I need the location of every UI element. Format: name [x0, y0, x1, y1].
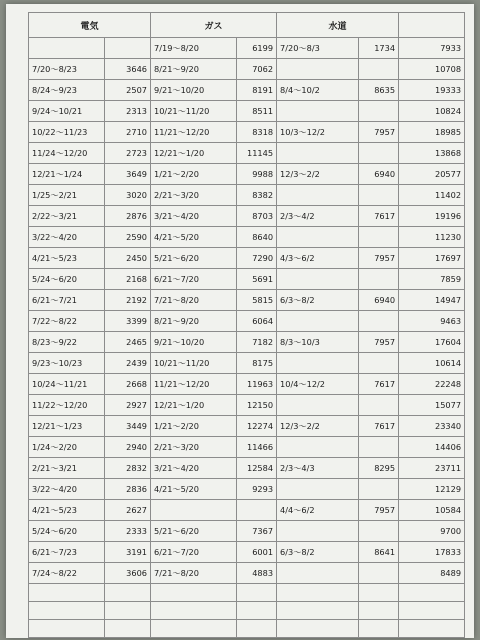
table-row	[29, 311, 465, 332]
empty-cell	[237, 638, 277, 639]
gas-period-cell: 6/21～7/20	[151, 542, 237, 563]
table-row	[29, 479, 465, 500]
water-amount-cell	[359, 185, 399, 206]
electricity-period-cell: 2/22～3/21	[29, 206, 105, 227]
gas-amount-cell: 5815	[237, 290, 277, 311]
table-body	[29, 38, 465, 639]
table-row	[29, 143, 465, 164]
gas-amount-cell: 5691	[237, 269, 277, 290]
empty-cell	[29, 584, 105, 602]
water-amount-cell	[359, 227, 399, 248]
water-period-cell: 7/20～8/3	[277, 38, 359, 59]
water-period-cell	[277, 563, 359, 584]
electricity-period-cell	[29, 38, 105, 59]
gas-period-cell: 2/21～3/20	[151, 185, 237, 206]
electricity-period-cell: 3/22～4/20	[29, 227, 105, 248]
electricity-period-cell: 11/22～12/20	[29, 395, 105, 416]
water-period-cell: 12/3～2/2	[277, 416, 359, 437]
water-amount-cell: 7957	[359, 248, 399, 269]
gas-amount-cell: 12274	[237, 416, 277, 437]
gas-period-cell: 7/21～8/20	[151, 563, 237, 584]
gas-period-cell: 3/21～4/20	[151, 206, 237, 227]
total-amount-cell: 14406	[399, 437, 465, 458]
empty-cell	[399, 602, 465, 620]
gas-period-cell: 9/21～10/20	[151, 332, 237, 353]
electricity-amount-cell: 2940	[105, 437, 151, 458]
gas-amount-cell: 7182	[237, 332, 277, 353]
gas-period-cell: 7/21～8/20	[151, 290, 237, 311]
gas-period-cell: 8/21～9/20	[151, 59, 237, 80]
empty-cell	[151, 602, 237, 620]
water-amount-cell	[359, 353, 399, 374]
empty-cell	[399, 620, 465, 638]
water-period-cell: 6/3～8/2	[277, 542, 359, 563]
water-amount-cell	[359, 101, 399, 122]
empty-cell	[29, 620, 105, 638]
electricity-period-cell: 11/24～12/20	[29, 143, 105, 164]
table-row	[29, 395, 465, 416]
gas-period-cell: 4/21～5/20	[151, 227, 237, 248]
water-period-cell	[277, 353, 359, 374]
electricity-amount-cell: 2668	[105, 374, 151, 395]
electricity-period-cell: 10/22～11/23	[29, 122, 105, 143]
total-amount-cell: 20577	[399, 164, 465, 185]
gas-amount-cell: 8511	[237, 101, 277, 122]
electricity-amount-cell: 2927	[105, 395, 151, 416]
gas-period-cell: 5/21～6/20	[151, 248, 237, 269]
water-period-cell	[277, 521, 359, 542]
water-period-cell	[277, 269, 359, 290]
gas-amount-cell: 8640	[237, 227, 277, 248]
total-amount-cell: 11230	[399, 227, 465, 248]
gas-period-cell: 11/21～12/20	[151, 374, 237, 395]
electricity-period-cell: 6/21～7/21	[29, 290, 105, 311]
paper-sheet	[6, 4, 474, 638]
empty-cell	[105, 638, 151, 639]
electricity-period-cell: 6/21～7/23	[29, 542, 105, 563]
electricity-amount-cell	[105, 38, 151, 59]
water-amount-cell: 7617	[359, 374, 399, 395]
electricity-amount-cell: 2723	[105, 143, 151, 164]
total-amount-cell: 22248	[399, 374, 465, 395]
gas-amount-cell: 11145	[237, 143, 277, 164]
empty-row	[29, 638, 465, 639]
total-amount-cell: 8489	[399, 563, 465, 584]
gas-amount-cell: 8175	[237, 353, 277, 374]
table-row	[29, 101, 465, 122]
electricity-amount-cell: 3649	[105, 164, 151, 185]
electricity-amount-cell: 3191	[105, 542, 151, 563]
total-amount-cell: 9463	[399, 311, 465, 332]
total-amount-cell: 7859	[399, 269, 465, 290]
empty-cell	[399, 584, 465, 602]
gas-amount-cell: 8382	[237, 185, 277, 206]
gas-period-cell: 7/19～8/20	[151, 38, 237, 59]
empty-cell	[151, 584, 237, 602]
electricity-amount-cell: 2450	[105, 248, 151, 269]
electricity-period-cell: 1/24～2/20	[29, 437, 105, 458]
header-water: 水道	[277, 13, 399, 38]
electricity-amount-cell: 3020	[105, 185, 151, 206]
table-row	[29, 80, 465, 101]
water-period-cell: 8/3～10/3	[277, 332, 359, 353]
gas-amount-cell: 11466	[237, 437, 277, 458]
gas-period-cell: 2/21～3/20	[151, 437, 237, 458]
electricity-amount-cell: 3449	[105, 416, 151, 437]
gas-amount-cell: 9988	[237, 164, 277, 185]
total-amount-cell: 17697	[399, 248, 465, 269]
electricity-amount-cell: 2507	[105, 80, 151, 101]
electricity-period-cell: 7/22～8/22	[29, 311, 105, 332]
total-amount-cell: 23711	[399, 458, 465, 479]
total-amount-cell: 18985	[399, 122, 465, 143]
empty-cell	[359, 584, 399, 602]
empty-row	[29, 620, 465, 638]
water-period-cell: 2/3～4/2	[277, 206, 359, 227]
total-amount-cell: 17833	[399, 542, 465, 563]
water-amount-cell: 7957	[359, 500, 399, 521]
water-amount-cell	[359, 563, 399, 584]
electricity-amount-cell: 2876	[105, 206, 151, 227]
water-period-cell: 12/3～2/2	[277, 164, 359, 185]
total-amount-cell: 23340	[399, 416, 465, 437]
gas-amount-cell: 8318	[237, 122, 277, 143]
table-row	[29, 353, 465, 374]
electricity-amount-cell: 2465	[105, 332, 151, 353]
empty-cell	[237, 584, 277, 602]
electricity-period-cell: 9/24～10/21	[29, 101, 105, 122]
table-row	[29, 500, 465, 521]
gas-period-cell: 11/21～12/20	[151, 122, 237, 143]
water-period-cell: 6/3～8/2	[277, 290, 359, 311]
electricity-amount-cell: 2710	[105, 122, 151, 143]
water-period-cell	[277, 479, 359, 500]
water-period-cell: 4/4～6/2	[277, 500, 359, 521]
table-row	[29, 290, 465, 311]
total-amount-cell: 19196	[399, 206, 465, 227]
water-amount-cell	[359, 479, 399, 500]
water-period-cell	[277, 185, 359, 206]
empty-cell	[277, 620, 359, 638]
gas-period-cell: 6/21～7/20	[151, 269, 237, 290]
total-amount-cell: 10584	[399, 500, 465, 521]
gas-period-cell: 12/21～1/20	[151, 395, 237, 416]
electricity-period-cell: 12/21～1/23	[29, 416, 105, 437]
total-amount-cell: 12129	[399, 479, 465, 500]
total-amount-cell: 19333	[399, 80, 465, 101]
water-amount-cell	[359, 59, 399, 80]
table-row	[29, 227, 465, 248]
electricity-period-cell: 1/25～2/21	[29, 185, 105, 206]
gas-amount-cell: 6001	[237, 542, 277, 563]
total-amount-cell: 10614	[399, 353, 465, 374]
total-amount-cell: 17604	[399, 332, 465, 353]
electricity-period-cell: 9/23～10/23	[29, 353, 105, 374]
electricity-period-cell: 10/24～11/21	[29, 374, 105, 395]
water-amount-cell	[359, 311, 399, 332]
gas-amount-cell: 6064	[237, 311, 277, 332]
electricity-amount-cell: 2313	[105, 101, 151, 122]
water-amount-cell	[359, 143, 399, 164]
electricity-period-cell: 5/24～6/20	[29, 269, 105, 290]
water-amount-cell	[359, 269, 399, 290]
empty-cell	[151, 620, 237, 638]
empty-cell	[29, 638, 105, 639]
electricity-period-cell: 3/22～4/20	[29, 479, 105, 500]
gas-period-cell: 10/21～11/20	[151, 101, 237, 122]
gas-period-cell: 1/21～2/20	[151, 164, 237, 185]
empty-cell	[237, 620, 277, 638]
table-row	[29, 332, 465, 353]
water-period-cell	[277, 59, 359, 80]
table-row	[29, 122, 465, 143]
gas-period-cell: 5/21～6/20	[151, 521, 237, 542]
empty-cell	[29, 602, 105, 620]
empty-cell	[237, 602, 277, 620]
water-period-cell: 8/4～10/2	[277, 80, 359, 101]
empty-cell	[277, 638, 359, 639]
total-amount-cell: 10824	[399, 101, 465, 122]
gas-period-cell: 8/21～9/20	[151, 311, 237, 332]
table-row	[29, 59, 465, 80]
electricity-period-cell: 8/23～9/22	[29, 332, 105, 353]
gas-period-cell: 9/21～10/20	[151, 80, 237, 101]
total-amount-cell: 11402	[399, 185, 465, 206]
water-period-cell: 2/3～4/3	[277, 458, 359, 479]
empty-cell	[359, 602, 399, 620]
table-row	[29, 542, 465, 563]
gas-amount-cell: 4883	[237, 563, 277, 584]
table-row	[29, 269, 465, 290]
water-amount-cell: 8295	[359, 458, 399, 479]
water-period-cell	[277, 101, 359, 122]
electricity-period-cell: 2/21～3/21	[29, 458, 105, 479]
electricity-amount-cell: 2627	[105, 500, 151, 521]
water-amount-cell: 1734	[359, 38, 399, 59]
electricity-amount-cell: 3646	[105, 59, 151, 80]
electricity-period-cell: 5/24～6/20	[29, 521, 105, 542]
empty-cell	[399, 638, 465, 639]
total-amount-cell: 14947	[399, 290, 465, 311]
water-amount-cell	[359, 437, 399, 458]
electricity-amount-cell: 2439	[105, 353, 151, 374]
water-amount-cell: 7957	[359, 332, 399, 353]
electricity-period-cell: 4/21～5/23	[29, 248, 105, 269]
gas-amount-cell	[237, 500, 277, 521]
header-row	[29, 13, 465, 38]
gas-amount-cell: 7062	[237, 59, 277, 80]
water-amount-cell: 6940	[359, 164, 399, 185]
total-amount-cell: 9700	[399, 521, 465, 542]
water-amount-cell: 8635	[359, 80, 399, 101]
gas-period-cell	[151, 500, 237, 521]
water-amount-cell: 7957	[359, 122, 399, 143]
gas-period-cell: 12/21～1/20	[151, 143, 237, 164]
water-amount-cell	[359, 521, 399, 542]
water-amount-cell: 8641	[359, 542, 399, 563]
header-electricity: 電気	[29, 13, 151, 38]
gas-period-cell: 1/21～2/20	[151, 416, 237, 437]
table-row	[29, 521, 465, 542]
gas-period-cell: 3/21～4/20	[151, 458, 237, 479]
table-row	[29, 38, 465, 59]
water-period-cell	[277, 395, 359, 416]
electricity-period-cell: 12/21～1/24	[29, 164, 105, 185]
gas-amount-cell: 8703	[237, 206, 277, 227]
water-period-cell: 10/3～12/2	[277, 122, 359, 143]
electricity-period-cell: 8/24～9/23	[29, 80, 105, 101]
electricity-amount-cell: 2836	[105, 479, 151, 500]
total-amount-cell: 13868	[399, 143, 465, 164]
electricity-amount-cell: 2832	[105, 458, 151, 479]
empty-cell	[359, 638, 399, 639]
empty-cell	[359, 620, 399, 638]
gas-amount-cell: 6199	[237, 38, 277, 59]
gas-period-cell: 4/21～5/20	[151, 479, 237, 500]
electricity-amount-cell: 2192	[105, 290, 151, 311]
gas-amount-cell: 7367	[237, 521, 277, 542]
electricity-amount-cell: 3606	[105, 563, 151, 584]
gas-amount-cell: 8191	[237, 80, 277, 101]
empty-row	[29, 584, 465, 602]
table-row	[29, 185, 465, 206]
table-row	[29, 164, 465, 185]
total-amount-cell: 10708	[399, 59, 465, 80]
table-row	[29, 437, 465, 458]
water-period-cell	[277, 437, 359, 458]
water-period-cell: 10/4～12/2	[277, 374, 359, 395]
gas-amount-cell: 11963	[237, 374, 277, 395]
water-amount-cell	[359, 395, 399, 416]
table-row	[29, 416, 465, 437]
water-period-cell: 4/3～6/2	[277, 248, 359, 269]
table-row	[29, 458, 465, 479]
total-amount-cell: 7933	[399, 38, 465, 59]
empty-cell	[277, 602, 359, 620]
water-period-cell	[277, 143, 359, 164]
empty-row	[29, 602, 465, 620]
empty-cell	[151, 638, 237, 639]
empty-cell	[277, 584, 359, 602]
electricity-period-cell: 4/21～5/23	[29, 500, 105, 521]
water-amount-cell: 7617	[359, 206, 399, 227]
utility-bill-table	[28, 12, 465, 638]
gas-amount-cell: 12150	[237, 395, 277, 416]
electricity-amount-cell: 2333	[105, 521, 151, 542]
water-amount-cell: 7617	[359, 416, 399, 437]
electricity-amount-cell: 3399	[105, 311, 151, 332]
empty-cell	[105, 584, 151, 602]
electricity-period-cell: 7/20～8/23	[29, 59, 105, 80]
electricity-amount-cell: 2168	[105, 269, 151, 290]
empty-cell	[105, 620, 151, 638]
table-row	[29, 374, 465, 395]
table-row	[29, 248, 465, 269]
gas-amount-cell: 12584	[237, 458, 277, 479]
header-gas: ガス	[151, 13, 277, 38]
header-total	[399, 13, 465, 38]
water-period-cell	[277, 311, 359, 332]
electricity-period-cell: 7/24～8/22	[29, 563, 105, 584]
table-row	[29, 563, 465, 584]
water-amount-cell: 6940	[359, 290, 399, 311]
table-row	[29, 206, 465, 227]
water-period-cell	[277, 227, 359, 248]
total-amount-cell: 15077	[399, 395, 465, 416]
electricity-amount-cell: 2590	[105, 227, 151, 248]
gas-amount-cell: 7290	[237, 248, 277, 269]
gas-amount-cell: 9293	[237, 479, 277, 500]
empty-cell	[105, 602, 151, 620]
gas-period-cell: 10/21～11/20	[151, 353, 237, 374]
